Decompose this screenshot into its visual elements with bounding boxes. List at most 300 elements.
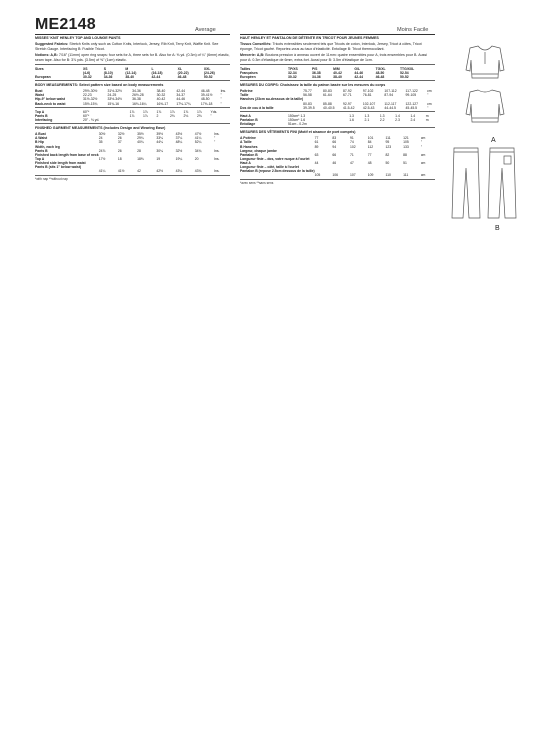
pattern-code: ME2148 — [35, 16, 96, 33]
value-cell: 45-45.5 — [405, 105, 418, 110]
size-cell: P/S — [311, 66, 318, 71]
french-yardage-table — [240, 114, 435, 126]
value-cell: 85-88 — [323, 101, 332, 106]
value-cell: 44¼ — [156, 140, 163, 145]
value-cell: 1⅞ — [129, 109, 135, 114]
value-cell: 1⅞ — [143, 113, 148, 118]
size-cell: (4-6) — [83, 70, 91, 75]
value-cell: 1.4 — [410, 113, 416, 118]
size-cell: 32-34 — [288, 70, 297, 75]
row-label: Pantalon B — [240, 152, 258, 157]
row-label: Back-neck to waist — [35, 101, 66, 106]
unit-cell: cm — [420, 160, 426, 165]
width-cell: 150cm* 1.6 — [288, 117, 306, 122]
english-finished-heading: FINISHED GARMENT MEASUREMENTS (Includes Design and Wearing Ease) — [35, 125, 166, 130]
french-finished-heading: MESURES DES VÊTEMENTS FINI (Motif et aisance de port compris) — [240, 129, 356, 134]
size-cell: (24-26) — [203, 70, 215, 75]
value-cell: 44-46 — [176, 97, 186, 102]
row-label: Finished side length from waist — [35, 160, 86, 165]
value-cell: 15½-15¾ — [83, 101, 98, 106]
row-label: Interfacing — [35, 117, 53, 122]
table-row — [35, 118, 230, 122]
value-cell: 35 — [98, 140, 103, 145]
french-notions: Mercerie: A,B: Boutons pression à anneau ouvert de 11mm: quatre ensembles pour A, trois ensembles pour B. Aussi pour A: 0.3m d'élastique de 6mm, extra-fort. Aussi pour B: 3.5m d'élastique de 1cm. — [240, 53, 427, 62]
size-cell: 42-44 — [151, 74, 161, 79]
english-fabrics: Suggested Fabrics: Stretch Knits only such as Cotton Knits, Interlock, Jersey, Rib Knit, Terry Knit, Waffle Knit. See Stretch Gauge. Interfacing B: Fusible Tricot. — [35, 42, 219, 51]
value-cell: 32½ — [175, 148, 183, 153]
english-finished-table — [35, 132, 230, 173]
value-cell: 111 — [385, 136, 391, 141]
value-cell: 24⅞ — [98, 148, 106, 153]
value-cell: 26 — [117, 148, 122, 153]
size-cell: (16-18) — [151, 70, 163, 75]
value-cell: 87-92 — [342, 89, 352, 94]
value-cell: 71 — [350, 152, 354, 157]
value-cell: 16⅛-16¼ — [132, 101, 147, 106]
value-cell: 105 — [403, 140, 409, 145]
size-cell: 30-32 — [288, 74, 297, 79]
value-cell: 105 — [314, 173, 321, 178]
english-yardage-table — [35, 110, 230, 122]
value-cell: 83 — [332, 136, 337, 141]
value-cell: 40-42 — [156, 97, 166, 102]
value-cell: 34-36 — [132, 89, 141, 94]
value-cell: 122-127 — [405, 101, 418, 106]
value-cell: 91 — [350, 136, 354, 141]
size-cell: 48-50 — [375, 70, 385, 75]
size-cell: XXL — [203, 66, 211, 71]
size-cell: 30-32 — [83, 74, 92, 79]
illustration-label-b: B — [495, 225, 500, 232]
unit-cell: cm — [420, 173, 426, 178]
unit-cell: " — [427, 93, 429, 98]
value-cell: 42.5-43 — [362, 105, 375, 110]
pants-b-front-drawing — [452, 148, 480, 218]
value-cell: 76-81 — [362, 93, 372, 98]
value-cell: 22-23 — [83, 93, 92, 98]
size-cell: TP/XS — [288, 66, 298, 71]
value-cell: 43¼ — [175, 169, 183, 174]
value-cell: 92-97 — [342, 101, 352, 106]
value-cell: 88 — [403, 152, 407, 157]
table-row — [35, 169, 230, 173]
unit-cell: m — [425, 113, 429, 118]
value-cell: 42-44 — [176, 89, 186, 94]
value-cell: 84 — [367, 140, 372, 145]
value-cell — [410, 122, 425, 126]
value-cell: 26½-28 — [132, 93, 144, 98]
unit-cell: " — [220, 97, 222, 102]
size-cell: 36-38 — [311, 70, 321, 75]
width-cell: 20" - ⅛ yd. — [83, 117, 100, 122]
value-cell: 97-102 — [362, 89, 374, 94]
value-cell — [184, 118, 197, 122]
row-label: Top A — [35, 156, 45, 161]
size-cell: 34-36 — [311, 74, 321, 79]
size-cell: XS — [83, 66, 88, 71]
value-cell: 33¼ — [156, 136, 163, 141]
difficulty-level-fr: Moins Facile — [397, 27, 429, 33]
value-cell: 117-122 — [405, 89, 418, 94]
value-cell: 75-77 — [303, 89, 312, 94]
value-cell: 133 — [403, 144, 409, 149]
value-cell: 41¼ — [98, 169, 106, 174]
width-cell: 150cm* 1.3 — [288, 113, 306, 118]
value-cell: 121 — [403, 136, 409, 141]
english-title: MISSES' KNIT HENLEY TOP AND LOUNGE PANTS — [35, 36, 121, 40]
value-cell: 46-48 — [200, 89, 210, 94]
row-label: B Hip — [35, 140, 44, 145]
size-cell: TG/XL — [375, 66, 386, 71]
value-cell — [380, 122, 395, 126]
value-cell: 66 — [332, 140, 337, 145]
value-cell: 107 — [350, 173, 356, 178]
illustration-label-a: A — [491, 137, 496, 144]
unit-cell: Ins. — [214, 169, 220, 174]
value-cell: 47 — [350, 160, 354, 165]
size-cell: M — [125, 66, 129, 71]
difficulty-level-en: Average — [195, 27, 216, 33]
value-cell: 1⅞ — [143, 109, 148, 114]
value-cell: 34-37 — [176, 93, 186, 98]
value-cell: 48-50 — [200, 97, 210, 102]
french-footnote: *avec sens **sans sens — [240, 181, 274, 186]
table-row — [35, 102, 230, 106]
value-cell: 18 — [117, 156, 122, 161]
row-label: A Taille — [240, 140, 252, 145]
value-cell: 36-38 — [132, 97, 141, 102]
value-cell: 123 — [385, 144, 392, 149]
value-cell: 19¼ — [175, 156, 183, 161]
value-cell: 63 — [314, 152, 319, 157]
value-cell: 102 — [350, 144, 356, 149]
table-row — [240, 122, 435, 126]
value-cell — [143, 118, 156, 122]
size-cell: 34-36 — [103, 74, 113, 79]
value-cell: 2.4 — [410, 117, 416, 122]
value-cell: 89 — [314, 144, 319, 149]
value-cell: 74 — [350, 140, 354, 145]
row-label: Pants B — [35, 113, 48, 118]
unit-cell: " — [427, 105, 429, 110]
value-cell: 32½ — [117, 132, 125, 137]
value-cell: 38-40 — [156, 89, 166, 94]
size-cell: 50-52 — [399, 74, 409, 79]
row-label: B Hanches — [240, 144, 258, 149]
header-rule-fr — [240, 34, 435, 35]
value-cell: 2.3 — [395, 117, 400, 122]
value-cell: 1⅞ — [183, 109, 189, 114]
size-cell: 44-46 — [354, 70, 364, 75]
row-label: Haut A — [240, 113, 251, 118]
value-cell: 37¼ — [175, 136, 183, 141]
width-cell: 60"* — [83, 113, 90, 118]
value-cell: 40-40.5 — [323, 105, 335, 110]
size-cell: 46-48 — [177, 74, 187, 79]
value-cell — [157, 118, 170, 122]
value-cell: 2.1 — [364, 117, 370, 122]
size-cell: 46-48 — [375, 74, 385, 79]
width-cell: 60"* — [83, 109, 90, 114]
francaises-label: Françaises — [240, 70, 258, 75]
unit-cell — [426, 122, 435, 126]
size-cell: XL — [177, 66, 183, 71]
value-cell: 107-112 — [384, 89, 397, 94]
value-cell: 39-39.5 — [303, 105, 315, 110]
pants-b-back-drawing — [488, 148, 516, 218]
english-body-heading: BODY MEASUREMENTS: Select pattern size based on body measurements — [35, 82, 164, 87]
row-label: Haut A — [240, 160, 251, 165]
value-cell: 43½ — [175, 132, 183, 137]
english-size-table — [35, 67, 230, 79]
value-cell: 1.3 — [379, 113, 385, 118]
unit-cell: Ins. — [220, 89, 227, 94]
table-row — [35, 97, 230, 101]
row-label: Hanches (23cm au-dessous de la taille) — [240, 97, 304, 102]
row-label: Bust — [35, 89, 43, 94]
value-cell — [395, 122, 410, 126]
value-cell: 29½-30½ — [83, 89, 98, 94]
value-cell: 110 — [385, 173, 391, 178]
unit-cell: " — [210, 113, 212, 118]
unit-cell: cm — [427, 89, 432, 94]
value-cell: 30¼ — [156, 148, 163, 153]
european-label: Européen — [240, 74, 256, 79]
row-label: A Bust — [35, 132, 46, 137]
value-cell: 80-83 — [323, 89, 332, 94]
value-cell: 48 — [367, 160, 372, 165]
value-cell: 20 — [194, 156, 199, 161]
width-cell: 51cm - 0.2m — [288, 121, 307, 126]
value-cell — [130, 118, 143, 122]
row-label — [35, 169, 99, 173]
value-cell: 43¾ — [194, 169, 202, 174]
size-cell: 38-40 — [125, 74, 135, 79]
value-cell: 24 — [98, 136, 103, 141]
value-cell — [170, 118, 183, 122]
english-body-table — [35, 89, 230, 105]
size-cell: G/L — [354, 66, 361, 71]
value-cell: 1⅞ — [156, 109, 162, 114]
value-cell: 39-41½ — [200, 93, 213, 98]
value-cell: 112-117 — [384, 101, 397, 106]
row-label: Longueur finie – côté, taille à l'ourlet — [240, 165, 299, 170]
value-cell: 41.5-42 — [342, 105, 355, 110]
value-cell — [197, 118, 210, 122]
row-label: A Waist — [35, 136, 48, 141]
value-cell: 34¾ — [194, 148, 202, 153]
value-cell: 17⅛-17¼ — [176, 101, 191, 106]
value-cell: 24-25 — [107, 93, 117, 98]
size-cell: TTG/XXL — [399, 66, 415, 71]
english-notions: Notions: A,B: 7/16" (11mm) open ring snaps: four sets for A, three sets for B. Also for A: ⅜ yd. (0.3m) of ¼" (6mm) elastic, seam tape. Also for B: 3⅞ yds. (3.5m) of ⅜" (1cm) elastic. — [35, 53, 230, 62]
value-cell: 2⅛ — [170, 113, 175, 118]
value-cell: 1.6 — [349, 117, 354, 122]
size-label: Sizes — [35, 66, 44, 71]
value-cell: 42 — [137, 169, 141, 174]
unit-cell: " — [220, 93, 222, 98]
size-cell: (20-22) — [177, 70, 189, 75]
size-cell: 52-54 — [399, 70, 409, 75]
french-title: HAUT HENLEY ET PANTALON DE DÉTENTE EN TRICOT POUR JEUNES FEMMES — [240, 36, 379, 40]
value-cell: 109 — [367, 173, 374, 178]
value-cell: 101 — [367, 136, 374, 141]
table-row — [240, 75, 435, 79]
english-column — [35, 36, 230, 184]
row-label: Waist — [35, 93, 44, 98]
value-cell: 29¼ — [137, 136, 144, 141]
value-cell — [365, 122, 380, 126]
value-cell: 111 — [403, 173, 409, 178]
value-cell: 30-32 — [156, 93, 166, 98]
value-cell: 112 — [367, 144, 374, 149]
size-cell: (8-10) — [103, 70, 113, 75]
french-column — [240, 36, 435, 188]
value-cell: 15¾-16 — [107, 101, 120, 106]
unit-cell: " — [214, 140, 216, 145]
french-size-table — [240, 67, 435, 79]
value-cell: 18⅜ — [137, 156, 144, 161]
value-cell: 95 — [385, 140, 390, 145]
value-cell: 77 — [314, 136, 319, 141]
value-cell: 40¼ — [137, 140, 144, 145]
value-cell: 1⅞ — [170, 109, 175, 114]
garment-illustrations — [450, 40, 520, 240]
value-cell: 66 — [332, 152, 337, 157]
row-label: Entoilage — [240, 121, 256, 126]
row-label: Pantalon B (repose 2.5cm dessous de la taille) — [240, 169, 315, 174]
value-cell: 87-94 — [384, 93, 394, 98]
unit-cell: Ins. — [214, 156, 220, 161]
value-cell: 82 — [385, 152, 390, 157]
european-label: European — [35, 74, 51, 79]
value-cell: 17½ — [98, 156, 106, 161]
header-rule-en — [35, 34, 230, 35]
row-label: Finished back length from base of neck — [35, 152, 99, 157]
value-cell: 42½ — [156, 169, 163, 174]
unit-cell: cm — [420, 152, 426, 157]
top-a-back-drawing — [466, 90, 504, 122]
row-label: Dos de cou à la taille — [240, 105, 274, 110]
row-label — [240, 173, 315, 177]
value-cell: 16⅜-17 — [156, 101, 169, 106]
value-cell: 46 — [332, 160, 337, 165]
value-cell: 2⅛ — [183, 113, 189, 118]
french-fabrics: Tissus Conseillés: Tricots extensibles seulement tels que Tricots de coton, Interlock, Jersey, Tricot à côtes, Tricot éponge, Tricot gaufré. Reportez-vous au taux d'élasticité. Entoilage B: Tricot thermocollant. — [240, 42, 422, 51]
value-cell: 41¼ — [194, 136, 202, 141]
value-cell: 30½ — [98, 132, 106, 137]
row-label: Width, each leg — [35, 144, 60, 149]
value-cell: 44 — [314, 160, 319, 165]
size-cell: 40-42 — [333, 70, 342, 75]
table-row — [240, 106, 435, 110]
value-cell: 44-44.5 — [384, 105, 396, 110]
value-cell: 51 — [403, 160, 407, 165]
size-cell: S — [103, 66, 107, 71]
row-label: Poitrine — [240, 89, 253, 94]
value-cell: 17⅜-18 — [200, 101, 213, 106]
unit-cell — [210, 118, 230, 122]
row-label: Pants B (sits 1" below waist) — [35, 165, 82, 170]
unit-cell: " — [420, 140, 423, 145]
unit-cell: " — [220, 101, 222, 106]
value-cell: 102-107 — [362, 101, 376, 106]
unit-cell: cm — [427, 101, 432, 106]
value-cell: 99-105 — [405, 93, 417, 98]
value-cell: 67-71 — [342, 93, 352, 98]
unit-cell: m — [425, 117, 429, 122]
value-cell: 37 — [117, 140, 122, 145]
value-cell: 80-83 — [303, 101, 312, 106]
french-body-heading: MESURES DU CORPS: Choisissez la taille du patron basée sur les mesures du corps — [240, 82, 386, 87]
unit-cell: Ins. — [214, 148, 220, 153]
unit-cell: " — [420, 144, 423, 149]
value-cell: 39½ — [156, 132, 163, 137]
top-a-front-drawing — [466, 46, 504, 78]
size-cell: (12-14) — [125, 70, 137, 75]
value-cell: 1⅞ — [196, 109, 202, 114]
value-cell: 106 — [332, 173, 338, 178]
value-cell: 31½-32½ — [83, 97, 98, 102]
value-cell: 94 — [332, 144, 337, 149]
value-cell: 19 — [156, 156, 161, 161]
unit-cell: Yds. — [210, 109, 218, 114]
english-footnote: *with nap **without nap — [35, 177, 68, 182]
size-label: Tailles — [240, 66, 251, 71]
value-cell: 2 — [156, 113, 159, 118]
row-label: Largeur, chaque jambe — [240, 148, 277, 153]
value-cell: 26 — [117, 136, 122, 141]
value-cell: 77 — [367, 152, 372, 157]
value-cell: 47½ — [194, 132, 202, 137]
value-cell: 2⅛ — [196, 113, 202, 118]
table-row — [240, 173, 435, 177]
size-cell: L — [151, 66, 154, 71]
value-cell: 1⅞ — [129, 113, 135, 118]
value-cell: 1.3 — [349, 113, 354, 118]
value-cell: 52¼ — [194, 140, 202, 145]
value-cell: 48¼ — [175, 140, 183, 145]
french-finished-table — [240, 136, 435, 177]
size-cell: M/M — [333, 66, 340, 71]
row-label: Taille — [240, 93, 249, 98]
row-label: Hip-9" below waist — [35, 97, 66, 102]
size-cell: 50-52 — [203, 74, 213, 79]
value-cell: 1.3 — [364, 113, 370, 118]
value-cell: 41½ — [117, 169, 125, 174]
value-cell: 28 — [137, 148, 141, 153]
value-cell: 31½-32½ — [107, 89, 122, 94]
row-label: Pantalon B — [240, 117, 258, 122]
value-cell: 2.2 — [379, 117, 385, 122]
row-label: Pants B — [35, 148, 48, 153]
value-cell: 56-58 — [303, 93, 312, 98]
row-label: A Poitrine — [240, 136, 256, 141]
value-cell: 61-64 — [323, 93, 332, 98]
table-row — [35, 75, 230, 79]
value-cell: 61 — [314, 140, 319, 145]
unit-cell: " — [214, 136, 216, 141]
value-cell — [349, 122, 364, 126]
value-cell: 50 — [385, 160, 390, 165]
size-cell: 38-40 — [333, 74, 342, 79]
value-cell: 1.4 — [395, 113, 400, 118]
value-cell: 33½-34½ — [107, 97, 122, 102]
french-body-table — [240, 89, 435, 109]
size-cell: 42-44 — [354, 74, 364, 79]
unit-cell: cm — [420, 136, 426, 141]
unit-cell: Ins. — [214, 132, 220, 137]
